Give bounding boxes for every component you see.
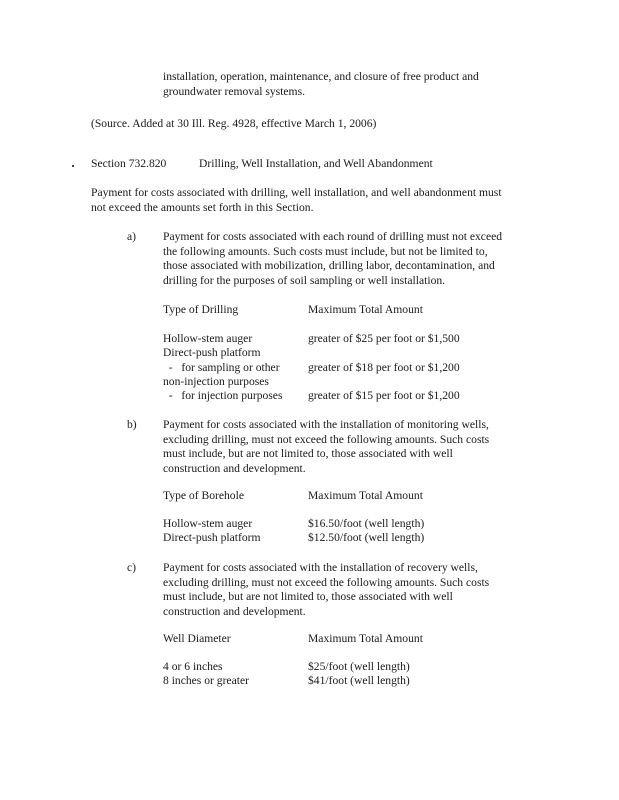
table-cell-right: $12.50/foot (well length) <box>308 531 425 544</box>
table-cell-right: greater of $15 per foot or $1,200 <box>308 389 460 402</box>
subsection-a-line: Payment for costs associated with each round of drilling must not exceed <box>163 230 503 243</box>
subsection-a-label: a) <box>127 230 137 243</box>
intro-line: not exceed the amounts set forth in this Section. <box>91 200 314 214</box>
subsection-b-text <box>163 418 489 476</box>
table-cell-right: greater of $25 per foot or $1,500 <box>308 332 460 345</box>
table-cell-left: - for sampling or other <box>163 361 280 374</box>
table-header-right: Maximum Total Amount <box>308 489 423 502</box>
table-cell-right: $41/foot (well length) <box>308 674 410 687</box>
subsection-b-line: excluding drilling, must not exceed the following amounts. Such costs <box>163 432 490 446</box>
carryover-paragraph <box>163 70 479 99</box>
table-cell-left: 4 or 6 inches <box>163 660 223 673</box>
source-note: (Source. Added at 30 Ill. Reg. 4928, effective March 1, 2006) <box>91 117 377 130</box>
table-cell-left: Hollow-stem auger <box>163 517 253 530</box>
carryover-line: installation, operation, maintenance, and closure of free product and <box>163 70 479 83</box>
intro-paragraph <box>91 186 502 215</box>
table-cell-left: Hollow-stem auger <box>163 332 253 345</box>
table-header-left: Type of Drilling <box>163 303 239 316</box>
drilling-cost-table <box>163 303 523 403</box>
table-cell-left: 8 inches or greater <box>163 674 249 687</box>
subsection-b-line: construction and development. <box>163 461 306 475</box>
section-number: Section 732.820 <box>91 157 167 170</box>
margin-mark <box>72 165 74 167</box>
subsection-c-line: construction and development. <box>163 604 306 618</box>
recovery-well-table <box>163 632 523 692</box>
table-header-left: Well Diameter <box>163 632 231 645</box>
table-cell-left: - for injection purposes <box>163 389 283 402</box>
subsection-a-line: those associated with mobilization, drilling labor, decontamination, and <box>163 259 495 272</box>
table-cell-left: Direct-push platform <box>163 531 261 544</box>
table-cell-right: $25/foot (well length) <box>308 660 410 673</box>
subsection-b-label: b) <box>127 418 137 431</box>
subsection-a-line: drilling for the purposes of soil sampling or well installation. <box>163 273 446 287</box>
table-cell-left: Direct-push platform <box>163 346 261 359</box>
subsection-c-line: excluding drilling, must not exceed the following amounts. Such costs <box>163 575 490 589</box>
table-header-right: Maximum Total Amount <box>308 303 423 316</box>
table-header-right: Maximum Total Amount <box>308 632 423 645</box>
table-cell-right: greater of $18 per foot or $1,200 <box>308 361 460 374</box>
carryover-line: groundwater removal systems. <box>163 84 305 98</box>
monitoring-well-table <box>163 489 523 544</box>
subsection-c-line: must include, but are not limited to, those associated with well <box>163 590 453 603</box>
subsection-c-label: c) <box>127 561 137 574</box>
table-cell-right: $16.50/foot (well length) <box>308 517 425 530</box>
intro-line: Payment for costs associated with drilling, well installation, and well abandonment must <box>91 186 502 199</box>
subsection-b-line: must include, but are not limited to, those associated with well <box>163 447 453 460</box>
subsection-c-text <box>163 561 489 619</box>
subsection-c-line: Payment for costs associated with the installation of recovery wells, <box>163 561 478 574</box>
section-title: Drilling, Well Installation, and Well Abandonment <box>199 157 433 170</box>
table-cell-left: non-injection purposes <box>163 375 269 388</box>
subsection-a-text <box>163 230 502 288</box>
table-header-left: Type of Borehole <box>163 489 244 502</box>
subsection-b-line: Payment for costs associated with the installation of monitoring wells, <box>163 418 489 431</box>
subsection-a-line: the following amounts. Such costs must include, but not be limited to, <box>163 244 488 258</box>
